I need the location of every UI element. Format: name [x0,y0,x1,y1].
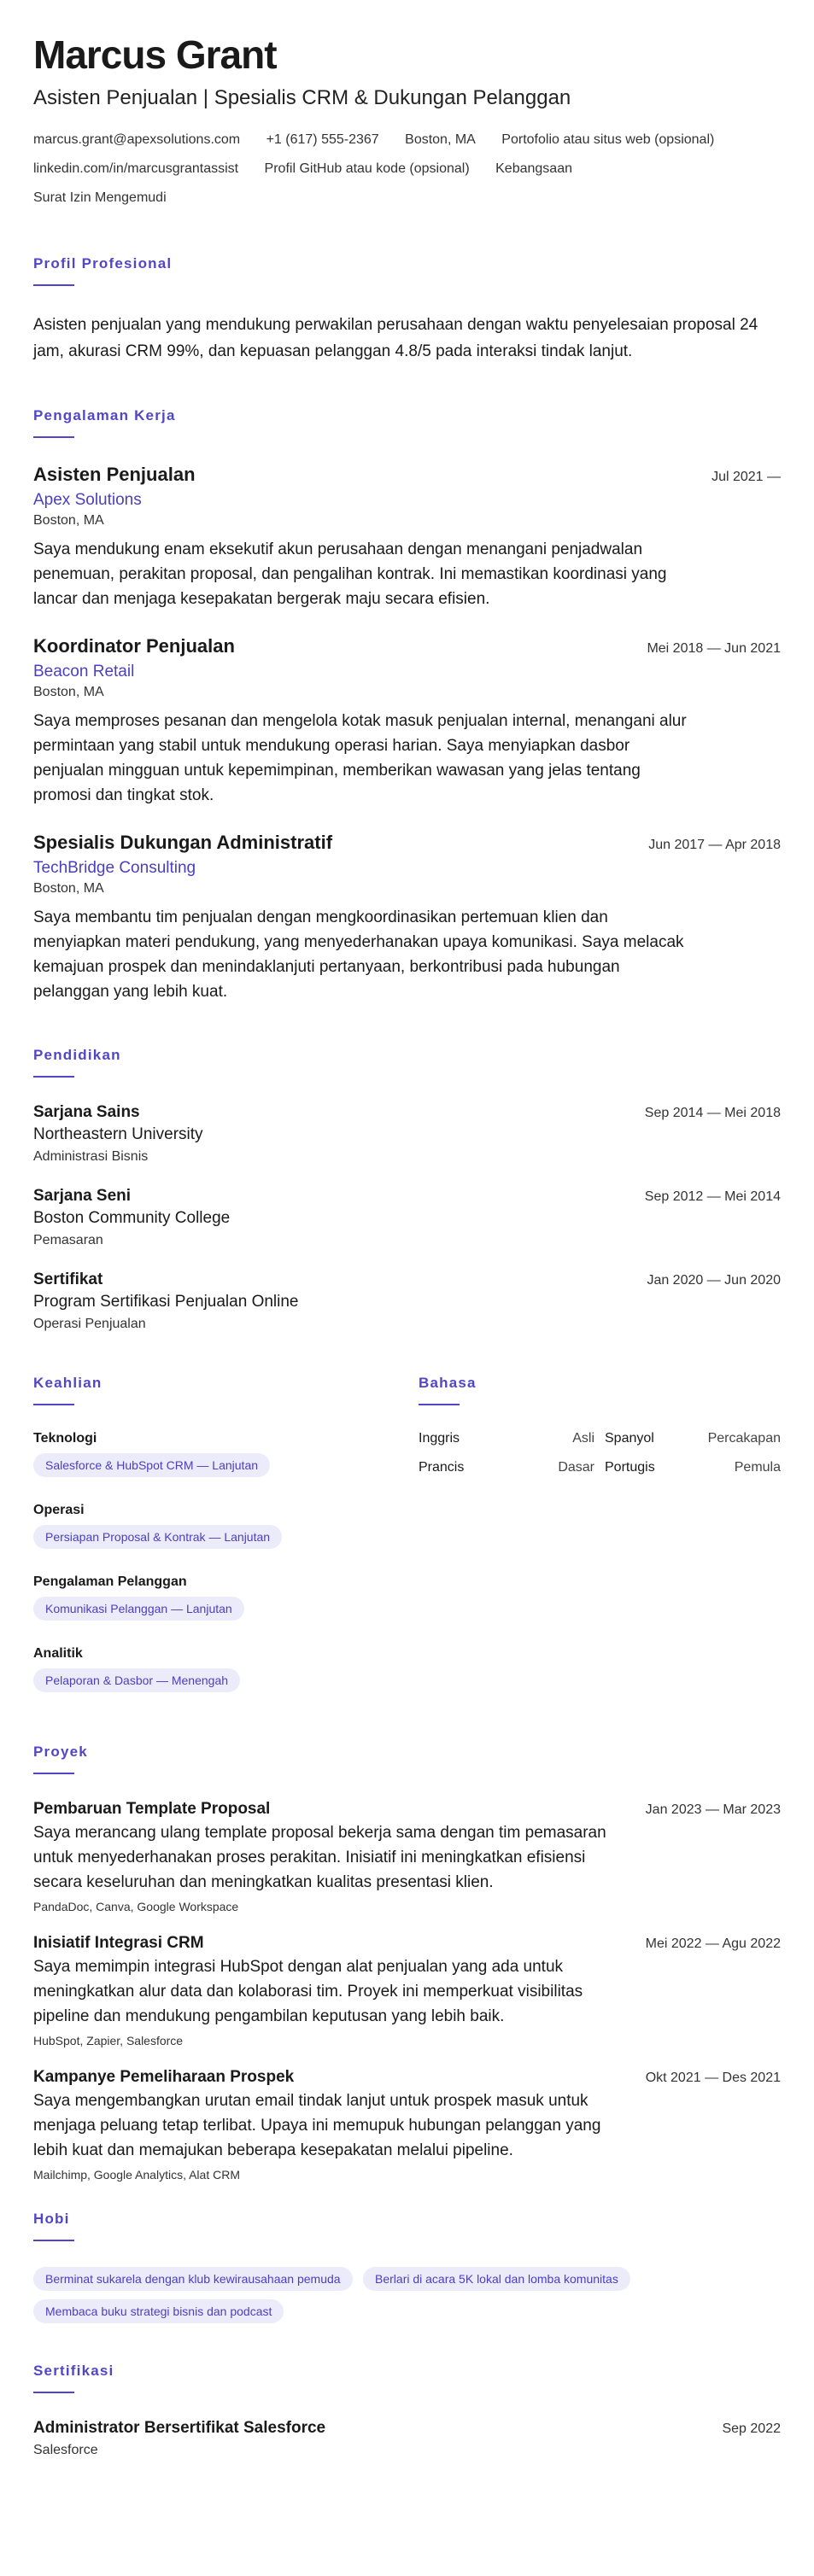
language-name: Prancis [419,1459,465,1475]
language-level: Percakapan [707,1430,781,1446]
skill-group [33,1431,409,1486]
edu-school: Program Sertifikasi Penjualan Online [33,1292,299,1311]
skill-category: Operasi [33,1502,85,1517]
certification-date: Sep 2022 [722,2421,781,2436]
project-dates: Okt 2021 — Des 2021 [645,2070,781,2085]
job-entry [33,464,781,611]
skills-column [33,1354,409,1718]
job-description: Saya mendukung enam eksekutif akun perusahaan dengan menangani penjadwalan penemuan, perakitan proposal, dan pengalihan kontrak. Ini memastikan koordinasi yang lancar dan menjaga kesepakatan bergerak maju secara efisien. [33,540,667,608]
project-entry [33,1934,781,2047]
skill-category: Analitik [33,1645,83,1661]
edu-dates: Sep 2014 — Mei 2018 [644,1105,781,1120]
job-entry [33,832,781,1004]
languages-column [419,1354,781,1718]
location-text: Boston, MA [405,131,476,147]
edu-degree: Sarjana Sains [33,1102,140,1121]
job-company[interactable]: Beacon Retail [33,662,135,681]
hobby-chip: Berlari di acara 5K lokal dan lomba komunitas [363,2267,630,2291]
hobby-list [33,2267,781,2332]
contact-list [33,126,781,213]
certification-entry [33,2419,781,2458]
project-dates: Jan 2023 — Mar 2023 [645,1802,781,1817]
candidate-name: Marcus Grant [33,32,277,77]
project-name: Inisiatif Integrasi CRM [33,1933,204,1952]
job-location: Boston, MA [33,684,104,699]
edu-dates: Jan 2020 — Jun 2020 [647,1272,781,1288]
language-item [419,1431,594,1446]
project-tools: HubSpot, Zapier, Salesforce [33,2033,184,2047]
language-level: Asli [572,1430,594,1446]
job-dates: Jul 2021 — [712,469,781,484]
skill-group [33,1503,409,1557]
job-dates: Jun 2017 — Apr 2018 [648,837,781,852]
skill-group [33,1574,409,1629]
project-name: Pembaruan Template Proposal [33,1799,271,1818]
job-role: Spesialis Dukungan Administratif [33,831,333,853]
skills-languages-row [33,1354,781,1718]
language-name: Spanyol [605,1430,654,1446]
job-entry [33,635,781,808]
language-grid [419,1431,781,1475]
language-level: Pemula [734,1459,781,1475]
language-level: Dasar [558,1459,594,1475]
skill-chip: Salesforce & HubSpot CRM — Lanjutan [33,1453,270,1477]
job-description: Saya memproses pesanan dan mengelola kotak masuk penjualan internal, menangani alur permintaan yang stabil untuk mendukung operasi harian. Saya menyiapkan dasbor penjualan mingguan untuk kepemimpinan, memberikan wawasan yang jelas tentang promosi dan tingkat stok. [33,711,687,804]
education-entry [33,1270,781,1332]
job-role: Koordinator Penjualan [33,634,235,657]
section-divider [33,1076,74,1078]
edu-school: Northeastern University [33,1124,203,1143]
edu-field: Administrasi Bisnis [33,1148,149,1164]
portfolio-link[interactable]: Portofolio atau situs web (opsional) [501,131,715,147]
summary-text: Asisten penjualan yang mendukung perwakilan perusahaan dengan waktu penyelesaian proposal 24 jam, akurasi CRM 99%, dan kepuasan pelanggan 4.8/5 pada interaksi tindak lanjut. [33,315,758,360]
section-divider [33,436,74,438]
certification-issuer: Salesforce [33,2442,98,2457]
job-dates: Mei 2018 — Jun 2021 [647,640,781,656]
language-name: Inggris [419,1430,460,1446]
section-divider [33,1773,74,1774]
skill-category: Pengalaman Pelanggan [33,1574,187,1589]
linkedin-link[interactable]: linkedin.com/in/marcusgrantassist [33,161,239,176]
license-text: Surat Izin Mengemudi [33,190,167,205]
email-link[interactable]: marcus.grant@apexsolutions.com [33,131,241,147]
section-divider [33,2240,74,2241]
job-role: Asisten Penjualan [33,463,196,485]
section-title-languages: Bahasa [419,1374,477,1391]
language-item [419,1460,594,1475]
project-description: Saya merancang ulang template proposal bekerja sama dengan tim pemasaran untuk menyederhanakan proses perakitan. Inisiatif ini meningkatkan efisiensi secara keseluruhan dan meningkatkan kualitas presentasi klien. [33,1823,606,1891]
github-link[interactable]: Profil GitHub atau kode (opsional) [264,161,470,176]
project-description: Saya mengembangkan urutan email tindak lanjut untuk prospek masuk untuk menjaga peluang tetap terlibat. Upaya ini memupuk hubungan pelanggan yang lebih kuat dan memajukan beberapa kesepakatan melalui pipeline. [33,2091,601,2159]
project-tools: Mailchimp, Google Analytics, Alat CRM [33,2167,240,2182]
skill-group [33,1646,409,1701]
nationality-text: Kebangsaan [495,161,572,176]
job-company[interactable]: TechBridge Consulting [33,858,196,877]
section-divider [419,1404,460,1405]
skill-chip: Pelaporan & Dasbor — Menengah [33,1668,240,1692]
section-divider [33,1404,74,1405]
edu-field: Pemasaran [33,1232,103,1247]
skill-category: Teknologi [33,1430,97,1446]
skill-chip: Komunikasi Pelanggan — Lanjutan [33,1597,244,1621]
project-dates: Mei 2022 — Agu 2022 [645,1936,781,1951]
job-company[interactable]: Apex Solutions [33,490,142,509]
section-title-hobbies: Hobi [33,2210,70,2227]
education-entry [33,1187,781,1248]
phone-link[interactable]: +1 (617) 555-2367 [266,131,379,147]
language-name: Portugis [605,1459,655,1475]
project-entry [33,1800,781,1913]
edu-degree: Sertifikat [33,1270,103,1288]
section-title-certifications: Sertifikasi [33,2362,114,2379]
section-divider [33,284,74,286]
edu-school: Boston Community College [33,1208,231,1227]
project-description: Saya memimpin integrasi HubSpot dengan alat penjualan yang ada untuk meningkatkan alur data dan kolaborasi tim. Proyek ini memperkuat visibilitas pipeline dan mendukung pengambilan keputusan yang lebih baik. [33,1957,583,2025]
section-divider [33,2392,74,2393]
job-location: Boston, MA [33,880,104,896]
project-entry [33,2068,781,2182]
section-title-projects: Proyek [33,1743,88,1760]
language-item [605,1460,781,1475]
section-title-education: Pendidikan [33,1046,121,1063]
edu-degree: Sarjana Seni [33,1186,132,1205]
section-title-profile: Profil Profesional [33,254,173,272]
headline: Asisten Penjualan | Spesialis CRM & Dukungan Pelanggan [33,85,571,109]
hobby-chip: Membaca buku strategi bisnis dan podcast [33,2299,284,2323]
skill-chip: Persiapan Proposal & Kontrak — Lanjutan [33,1525,282,1549]
section-title-skills: Keahlian [33,1374,102,1391]
project-tools: PandaDoc, Canva, Google Workspace [33,1899,239,1913]
edu-dates: Sep 2012 — Mei 2014 [644,1189,781,1204]
edu-field: Operasi Penjualan [33,1316,146,1331]
job-location: Boston, MA [33,512,104,528]
project-name: Kampanye Pemeliharaan Prospek [33,2067,295,2086]
language-item [605,1431,781,1446]
section-title-experience: Pengalaman Kerja [33,406,176,423]
education-entry [33,1103,781,1165]
job-description: Saya membantu tim penjualan dengan mengkoordinasikan pertemuan klien dan menyiapkan materi pendukung, yang menyederhanakan upaya komunikasi. Saya melacak kemajuan prospek dan menindaklanjuti pertanyaan, berkontribusi pada hubungan pelanggan yang lebih kuat. [33,908,684,1001]
hobby-chip: Berminat sukarela dengan klub kewirausahaan pemuda [33,2267,353,2291]
certification-name: Administrator Bersertifikat Salesforce [33,2418,326,2437]
